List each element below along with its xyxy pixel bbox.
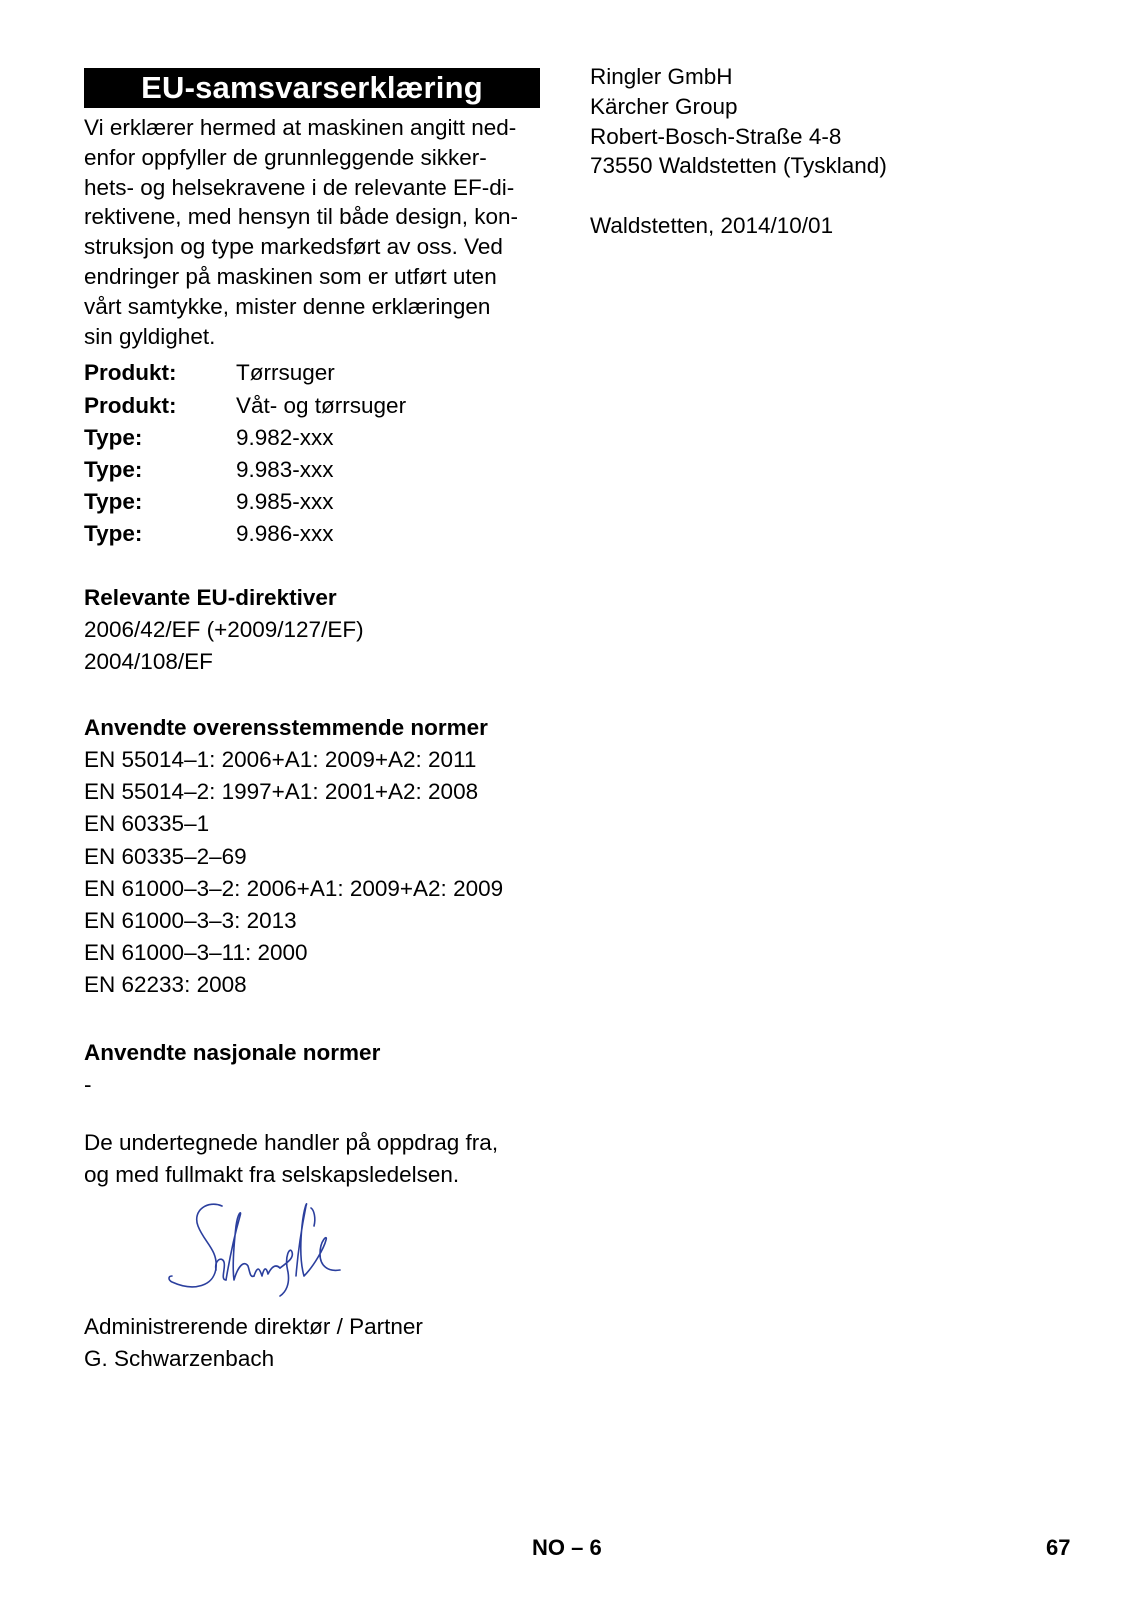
intro-line: sin gyldighet. — [84, 323, 216, 349]
signatory-line: og med fullmakt fra selskapsledelsen. — [84, 1162, 460, 1188]
intro-line: enfor oppfyller de grunnleggende sikker- — [84, 144, 487, 170]
spec-value: 9.982-xxx — [236, 424, 334, 450]
spec-value: 9.986-xxx — [236, 521, 334, 547]
standard-item: EN 60335–1 — [84, 811, 210, 837]
footer-section-label: NO – 6 — [532, 1535, 602, 1560]
directive-item: 2004/108/EF — [84, 649, 213, 675]
page-number: 67 — [1046, 1535, 1071, 1560]
signature-graphic — [164, 1196, 344, 1306]
spec-label: Type: — [84, 521, 143, 547]
spec-value: Våt- og tørrsuger — [236, 392, 407, 418]
standard-item: EN 61000–3–3: 2013 — [84, 907, 297, 933]
spec-row — [84, 486, 540, 518]
spec-label: Produkt: — [84, 360, 177, 386]
right-column — [590, 62, 1070, 241]
spec-value: 9.985-xxx — [236, 489, 334, 515]
standard-item: EN 62233: 2008 — [84, 972, 247, 998]
standard-item: EN 55014–1: 2006+A1: 2009+A2: 2011 — [84, 747, 477, 772]
standard-item: EN 55014–2: 1997+A1: 2001+A2: 2008 — [84, 779, 479, 805]
spec-row — [84, 422, 540, 454]
directive-item: 2006/42/EF (+2009/127/EF) — [84, 617, 364, 642]
left-column — [84, 68, 540, 1372]
spec-label: Type: — [84, 424, 143, 450]
intro-line: endringer på maskinen som er utført uten — [84, 263, 497, 289]
product-spec-table — [84, 357, 540, 550]
signer-role: Administrerende direktør / Partner — [84, 1314, 423, 1339]
standards-heading: Anvendte overensstemmende normer — [84, 715, 488, 740]
intro-line: hets- og helsekravene i de relevante EF-di- — [84, 174, 515, 200]
signatory-line: De undertegnede handler på oppdrag fra, — [84, 1130, 499, 1155]
spec-value: 9.983-xxx — [236, 456, 334, 482]
place-date: Waldstetten, 2014/10/01 — [590, 212, 834, 238]
spec-label: Type: — [84, 489, 143, 515]
standard-item: EN 61000–3–2: 2006+A1: 2009+A2: 2009 — [84, 875, 504, 901]
company-address — [590, 62, 1070, 241]
handwritten-signature — [164, 1196, 344, 1306]
directives-section — [84, 582, 364, 678]
intro-line: Vi erklærer hermed at maskinen angitt ned- — [84, 115, 517, 140]
signer-name: G. Schwarzenbach — [84, 1346, 275, 1372]
national-value: - — [84, 1072, 92, 1097]
spec-row — [84, 518, 540, 550]
address-line: Kärcher Group — [590, 93, 738, 119]
standards-section — [84, 712, 503, 1002]
spec-label: Type: — [84, 456, 143, 482]
address-line: Robert-Bosch-Straße 4-8 — [590, 123, 842, 149]
directives-heading: Relevante EU-direktiver — [84, 585, 337, 610]
national-heading: Anvendte nasjonale normer — [84, 1040, 381, 1065]
national-standards-section — [84, 1037, 380, 1101]
intro-line: struksjon og type markedsført av oss. Ved — [84, 234, 503, 260]
address-line: Ringler GmbH — [590, 64, 733, 89]
standard-item: EN 60335–2–69 — [84, 843, 247, 869]
signer-block — [84, 1311, 423, 1375]
spec-row — [84, 357, 540, 389]
spec-value: Tørrsuger — [236, 360, 335, 386]
spec-label: Produkt: — [84, 392, 177, 418]
intro-line: vårt samtykke, mister denne erklæringen — [84, 293, 491, 319]
intro-paragraph — [84, 113, 540, 351]
spec-row — [84, 390, 540, 422]
page-title: EU-samsvarserklæring — [84, 68, 540, 108]
address-line: 73550 Waldstetten (Tyskland) — [590, 153, 887, 179]
signatory-statement — [84, 1127, 498, 1191]
intro-line: rektivene, med hensyn til både design, kon- — [84, 204, 519, 230]
standard-item: EN 61000–3–11: 2000 — [84, 940, 308, 966]
spec-row — [84, 454, 540, 486]
